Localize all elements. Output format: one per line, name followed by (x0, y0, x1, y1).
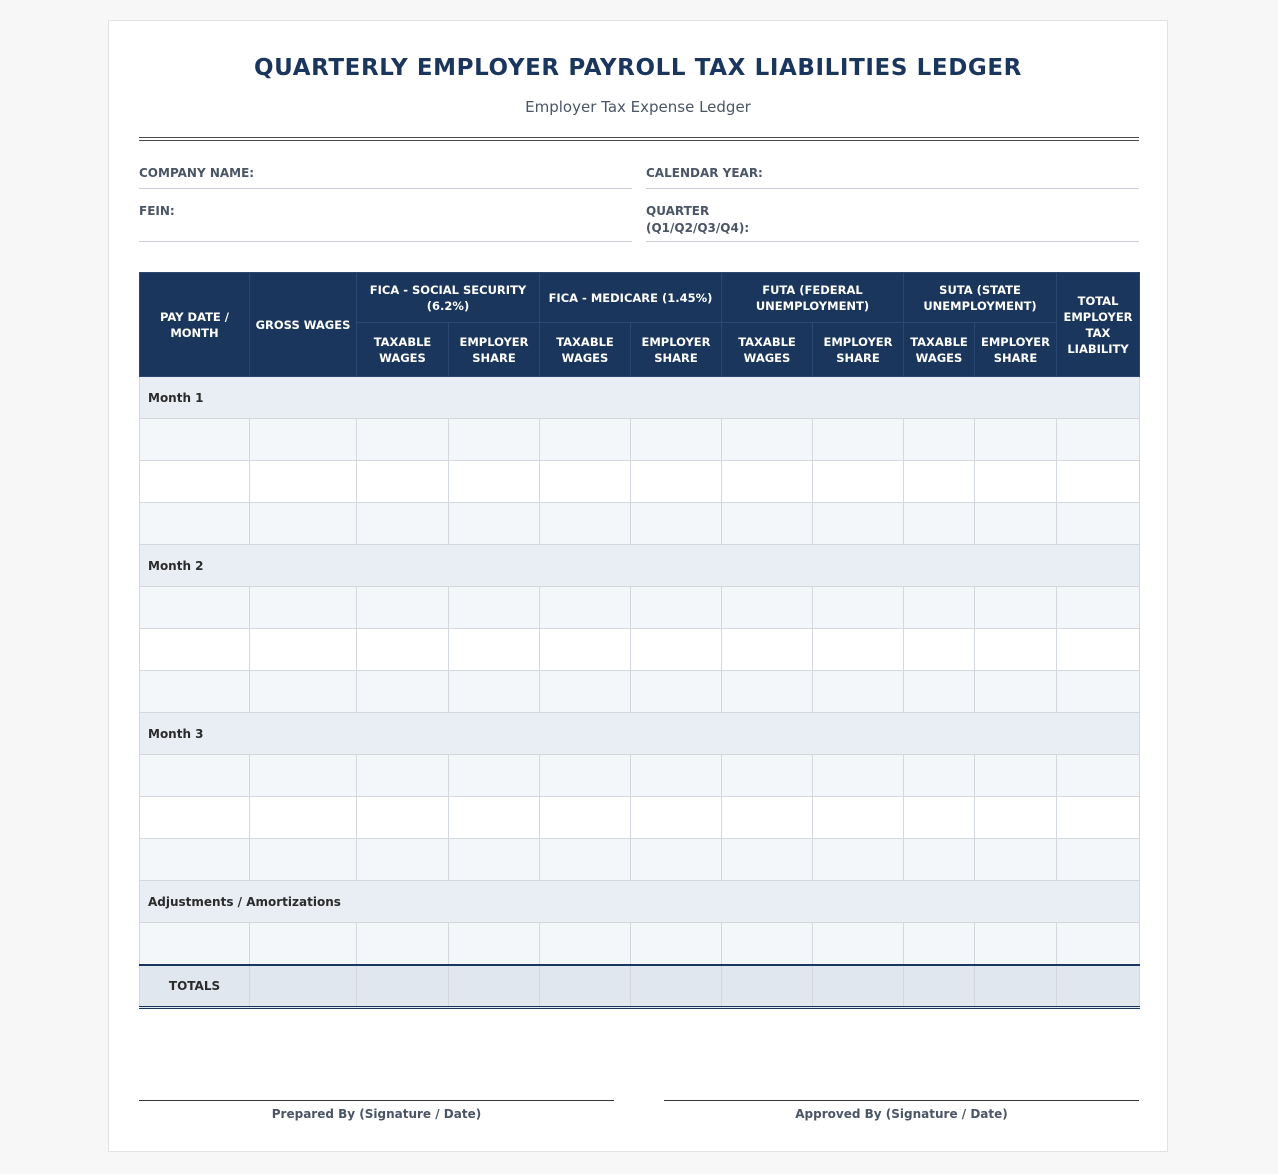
subheader-employer-share: EMPLOYER SHARE (449, 323, 540, 377)
table-row (140, 671, 1140, 713)
approved-by-label: Approved By (Signature / Date) (795, 1107, 1008, 1121)
header-fica-social-security: FICA - SOCIAL SECURITY (6.2%) (357, 273, 540, 323)
calendar-year-label: CALENDAR YEAR: (646, 166, 763, 180)
ledger-table (139, 272, 1140, 1009)
section-label: Month 3 (140, 713, 1140, 755)
table-row (140, 419, 1140, 461)
table-row (140, 461, 1140, 503)
prepared-by-signature[interactable] (139, 1100, 614, 1121)
table-row (140, 587, 1140, 629)
totals-row (140, 965, 1140, 1008)
quarter-field[interactable] (646, 203, 1139, 242)
fein-label: FEIN: (139, 204, 175, 218)
table-row (140, 629, 1140, 671)
header-fica-medicare: FICA - MEDICARE (1.45%) (540, 273, 722, 323)
total-gross-wages-cell[interactable] (250, 965, 357, 1008)
section-label: Month 1 (140, 377, 1140, 419)
title-divider (139, 137, 1139, 141)
subheader-taxable-wages: TAXABLE WAGES (904, 323, 975, 377)
subheader-employer-share: EMPLOYER SHARE (631, 323, 722, 377)
section-row-adjustments (140, 881, 1140, 923)
section-label: Month 2 (140, 545, 1140, 587)
totals-label: TOTALS (140, 965, 250, 1008)
table-row (140, 503, 1140, 545)
calendar-year-field[interactable] (646, 165, 1139, 189)
subheader-taxable-wages: TAXABLE WAGES (722, 323, 813, 377)
company-name-field[interactable] (139, 165, 632, 189)
section-row-month-3 (140, 713, 1140, 755)
total-liability-cell[interactable] (1057, 965, 1140, 1008)
table-row (140, 923, 1140, 966)
quarter-label: QUARTER (Q1/Q2/Q3/Q4): (646, 204, 750, 235)
section-row-month-1 (140, 377, 1140, 419)
fein-field[interactable] (139, 203, 632, 242)
approved-by-signature[interactable] (664, 1100, 1139, 1121)
table-row (140, 839, 1140, 881)
header-pay-date: PAY DATE / MONTH (140, 273, 250, 377)
table-row (140, 797, 1140, 839)
subheader-taxable-wages: TAXABLE WAGES (540, 323, 631, 377)
header-suta: SUTA (STATE UNEMPLOYMENT) (904, 273, 1057, 323)
section-label: Adjustments / Amortizations (140, 881, 1140, 923)
subheader-employer-share: EMPLOYER SHARE (813, 323, 904, 377)
company-name-label: COMPANY NAME: (139, 166, 255, 180)
subheader-employer-share: EMPLOYER SHARE (975, 323, 1057, 377)
header-futa: FUTA (FEDERAL UNEMPLOYMENT) (722, 273, 904, 323)
subheader-taxable-wages: TAXABLE WAGES (357, 323, 449, 377)
table-row (140, 755, 1140, 797)
header-total-liability: TOTAL EMPLOYER TAX LIABILITY (1057, 273, 1140, 377)
header-gross-wages: GROSS WAGES (250, 273, 357, 377)
page-title: QUARTERLY EMPLOYER PAYROLL TAX LIABILITIES LEDGER (254, 55, 1022, 81)
page-subtitle: Employer Tax Expense Ledger (525, 98, 751, 116)
section-row-month-2 (140, 545, 1140, 587)
prepared-by-label: Prepared By (Signature / Date) (271, 1107, 482, 1121)
ledger-sheet (108, 20, 1168, 1152)
